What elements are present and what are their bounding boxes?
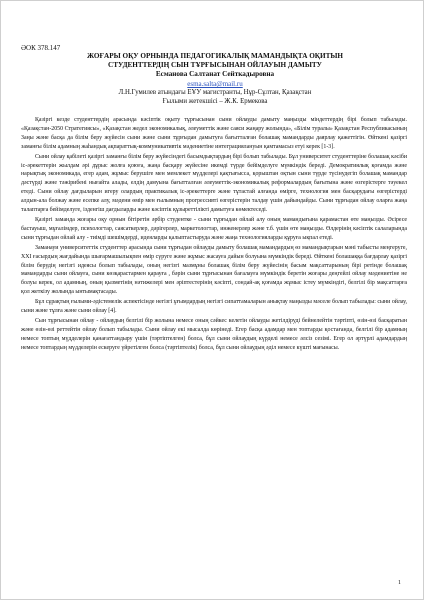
paragraph: Сыни ойлау қабілеті қазіргі заманғы білім беру жүйесіндегі басымдықтардың бірі болып табылады. Бұл университет студенттеріне болашақ кәсіби іс-әрекеттерін жылдам әрі дұрыс жолға қоюға, жаңа басқару жүйесіне икемді түрде бейімделуге мүмкіндік береді. Демократиялық қоғамда және нарықтық экономикада, егер адам, жұмыс берушіге мен мемлекет мүдделері қақтығысса, қорыштан оқтын сыни түрде түсінудегіп болашақ мамандар дәстүрді және тәжірибені нығайта алады, елдің дамуына бағытталған әлеуметтік-экономикалық реформалардың бағытына және өзгерістерге тәуекел етеді. Сыни ойлау дағдыларын игеру олардың практикалық іс-әрекеттерге және тұтастай алғанда өмірге, технология мен басқарудағы өзгерістерді алдын-ала болжау және есепке алу, мәдени өмір мен ғылымның прогрессивті өзгерістерін талдау үшін дайындайды. Сыни тұрғыдан ойлау оларға жаңа талаптарға бейімделуге, ізденгіш дағдыларды және кәсіптік құзыреттілікті дамытуға көмектеседі.: [21, 153, 407, 214]
paragraph: Заманауи университеттік студенттер арасында сыни тұрғыдан ойлауды дамыту болашақ мамандардың өз мамандықтарын мәні табысты меңгеруге, XXI ғасырдың жағдайында шығармашылықпен өмір сүруге және жұмыс жасауға дайын болуына мүмкіндік береді. Өйткені болашаққа бағдарлау қазіргі білім берудің негізгі идеясы болып табылады, оның негізгі мазмұны болашақ білім беру жүйесінің басым мақсаттарының бірі ретінде болашақ мамандарды сыни ойлауға, сыни көзқарастармен қарауға , бәрін сыни тұрғысынан бағалауға мүмкіндік беретін жоғары деңгейлі ойлау мәдениетіне не болуы керек, ол адамның, оның қызметінің нәтижелері мен әріптестерінің кәсіпті, сондай-ақ қоғамда жұмыс істеу мүмкіндігі, белгілі бір мақсаттарға қол жеткізу жолында ынтымақтасады.: [21, 244, 407, 296]
article-body: [21, 116, 407, 354]
paragraph: Қазіргі заманда жоғары оқу орнын бітіретін әрбір студентке - сыни тұрғыдан ойлай алу оның мамандығына қарамастан өте маңызды. Әсіресе бастауыш, мұғалімдер, психологтар, саясаткерлер, дәрігерлер, маркетологтар, инженерлер және т.б. үшін өте маңызды. Өлдерінің кәсіптік салаларында сыни тұрғыдан ойлай алу - тиімді шешімдерді, идеяларды қалыптастыруда және жаңа технологияларды құруға ықпал етеді.: [21, 216, 407, 241]
page-number: 1: [398, 580, 401, 586]
udc-code: ӘОК 378.147: [21, 44, 61, 52]
title-line-1: ЖОҒАРЫ ОҚУ ОРНЫНДА ПЕДАГОГИКАЛЫҚ МАМАНДЫҚТА ОҚИТЫН: [86, 52, 344, 60]
author-affiliation: Л.Н.Гумилев атындағы ЕҰУ магистранты, Нұр-Сұлтан, Қазақстан: [118, 89, 312, 96]
title-line-2: СТУДЕНТТЕРДІҢ СЫН ТҰРҒЫСЫНАН ОЙЛАУЫН ДАМЫТУ: [108, 61, 322, 69]
supervisor-line: Ғылыми жетекшісі – Ж.К. Ермекова: [162, 98, 268, 105]
paragraph: Сын тұрғысынан ойлау - ойлаудың белгілі бір жолына немесе оның сәйкес келетін ойлауды жетілдіруді бейнелейтін тәртіпті, өзін-өзі басқаратын және өзін-өзі реттейтін ойлау болып табылады. Сыни ойлау екі мысалда көрінеді. Егер басқа адамдар мен топтарды қостағанда, белгілі бір адамның немесе топтың мүдделерін қанағаттандыру үшін (тәртіптелген) болса, бұл сыни ойлаудың күрделі немесе әлсіз сезімі. Егер ол әртүрлі адамдардың немесе топтардың мүдделерін ескеруге үйретілген болса (тәртіптелік) болса, бұл сыни ойлаудың әділ немесе күшті мағынасы.: [21, 317, 407, 351]
paragraph: Қазіргі кезде студенттердің арасында кәсіптік оқыту тұрғысынан сыни ойлауды дамыту маңызды міндеттердің бірі болып табылады. «Қазақстан-2050 Стратегиясы», «Қазақстан жедел экономикалық, әлеуметтік және саяси жаңару жолында», «Білім туралы» Қазақстан Республикасының Заңы және басқа да білім беру жүйесін сыни және сыни тұрғыдан дамытуға бағытталған болашақ мамандарды даярлау қажеттігін. Өйткені қазіргі заманғы білім адамның жаһандық ақпараттық-коммуникативтік мәдениетіне интеграциялануын қамтамасыз етуі керек [1-3].: [21, 117, 407, 150]
paragraph: Бұл сұрақтың ғылыми-әдістемелік аспектісінде негізгі ұғымдардың негізгі сипаттамаларын анықтау маңызды мәселе болып табылады: сыни ойлау, сыни және тұлға және сыни ойлау [4].: [21, 299, 407, 315]
author-email-link[interactable]: esma.salta@mail.ru: [187, 80, 243, 88]
author-name: Есманова Салтанат Сейткадыровна: [155, 70, 275, 78]
